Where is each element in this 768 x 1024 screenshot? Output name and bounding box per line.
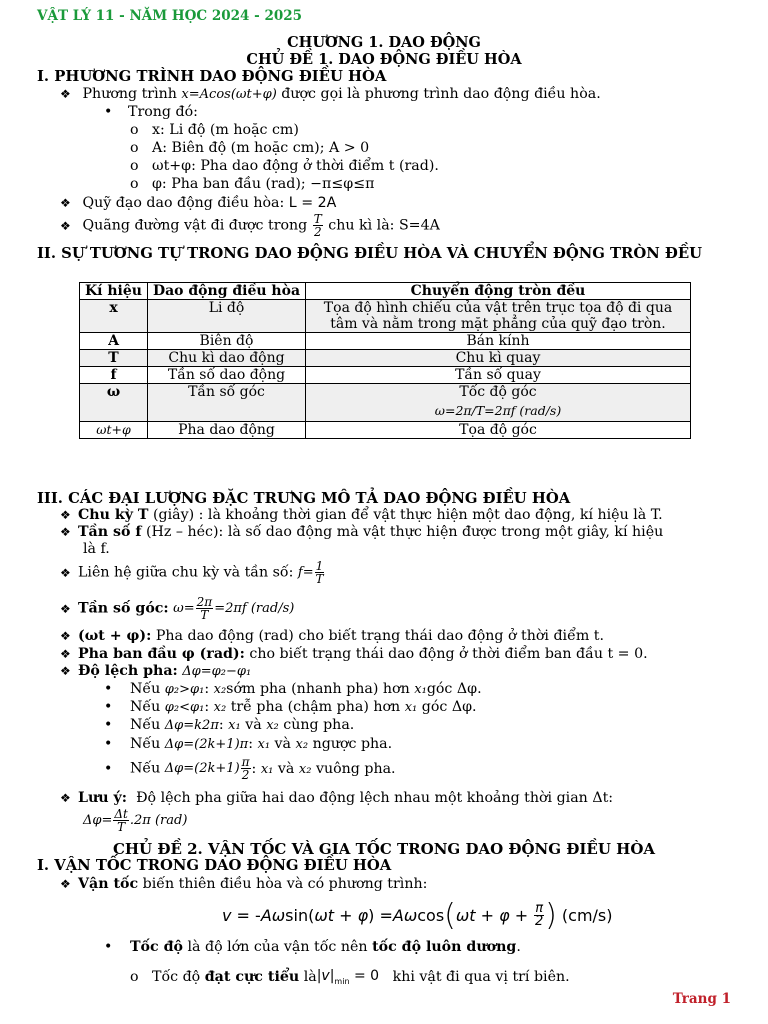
velocity-line: ❖ Vận tốc biến thiên điều hòa và có phương trình: <box>60 876 428 892</box>
section-2-heading: II. SỰ TƯƠNG TỰ TRONG DAO ĐỘNG ĐIỀU HÒA VÀ CHUYỂN ĐỘNG TRÒN ĐỀU <box>37 245 703 262</box>
min-speed-line: o Tốc độ đạt cực tiểu $là|v|_{min} = 0$ khi vật đi qua vị trí biên. <box>130 968 570 986</box>
frequency-line: ❖ Tần số f (Hz – héc): là số dao động mà vật thực hiện được trong một giây, kí hiệu <box>60 524 664 540</box>
angular-frequency-line: ❖ Tần số góc: ω= $\frac{2\pi}{T}$ =2πf (rad/s) <box>60 595 295 622</box>
initial-phase-line: ❖ Pha ban đầu φ (rad): cho biết trạng thái dao động ở thời điểm ban đầu t = 0. <box>60 646 648 662</box>
case-item: • Nếu φ₂>φ₁: x₂sớm pha (nhanh pha) hơn x₁góc Δφ. <box>104 681 482 697</box>
diamond-bullet-icon: ❖ <box>60 218 71 233</box>
diamond-bullet-icon: ❖ <box>60 196 71 210</box>
frequency-line-cont: là f. <box>83 541 110 557</box>
table-header-row: Kí hiệu Dao động điều hòa Chuyển động tròn đều <box>80 283 691 300</box>
comparison-table <box>79 282 691 439</box>
section-4-heading: I. VẬN TỐC TRONG DAO ĐỘNG ĐIỀU HÒA <box>37 857 392 874</box>
chapter-title: CHƯƠNG 1. DAO ĐỘNG <box>287 34 481 51</box>
term-item: o ωt+φ: Pha dao động ở thời điểm t (rad). <box>130 158 439 174</box>
table-row: A Biên độ Bán kính <box>80 333 691 350</box>
phase-line: ❖ (ωt + φ): Pha dao động (rad) cho biết trạng thái dao động ở thời điểm t. <box>60 628 604 644</box>
bullet-icon: • <box>104 104 113 120</box>
note-line: ❖ Lưu ý: Độ lệch pha giữa hai dao động lệch nhau một khoảng thời gian Δt: <box>60 790 614 806</box>
equation-formula: x=Acos(ωt+φ) <box>181 87 277 102</box>
speed-line: • Tốc độ là độ lớn của vận tốc nên tốc độ luôn dương. <box>104 939 521 955</box>
equation-line: ❖ Phương trình x=Acos(ωt+φ) được gọi là phương trình dao động điều hòa. <box>60 86 601 102</box>
distance-line: ❖ Quãng đường vật đi được trong $\frac{T}{2}$ chu kì là: S=4A <box>60 212 440 239</box>
period-line: ❖ Chu kỳ T (giây) : là khoảng thời gian để vật thực hiện một dao động, kí hiệu là T. <box>60 507 663 523</box>
phase-difference-line: ❖ Độ lệch pha: Δφ=φ₂−φ₁ <box>60 663 252 679</box>
section-3-heading: III. CÁC ĐẠI LƯỢNG ĐẶC TRƯNG MÔ TẢ DAO ĐỘNG ĐIỀU HÒA <box>37 490 571 507</box>
table-row: ωt+φ Pha dao động Tọa độ góc <box>80 422 691 439</box>
case-item: • Nếu Δφ=k2π: x₁ và x₂ cùng pha. <box>104 717 355 733</box>
velocity-equation: v = -Aωsin(ωt + φ) =Aωcos(ωt + φ + $\frac{\pi}{2}$ ) (cm/s) <box>222 898 613 933</box>
note-formula: Δφ= $\frac{\Delta t}{T}$ .2π (rad) <box>83 807 188 834</box>
case-item: • Nếu Δφ=(2k+1)π: x₁ và x₂ ngược pha. <box>104 736 393 752</box>
topic-2-title: CHỦ ĐỀ 2. VẬN TỐC VÀ GIA TỐC TRONG DAO ĐỘNG ĐIỀU HÒA <box>112 840 656 858</box>
table-row: ω Tần số góc Tốc độ góc ω=2π/T=2πf (rad/s) <box>80 384 691 422</box>
term-item: o φ: Pha ban đầu (rad); −π≤φ≤π <box>130 176 375 192</box>
topic-1-title: CHỦ ĐỀ 1. DAO ĐỘNG ĐIỀU HÒA <box>246 51 522 68</box>
document-header: VẬT LÝ 11 - NĂM HỌC 2024 - 2025 <box>37 8 303 24</box>
trajectory-line: ❖ Quỹ đạo dao động điều hòa: L = 2A <box>60 195 337 211</box>
relation-line: ❖ Liên hệ giữa chu kỳ và tần số: f= $\frac{1}{T}$ <box>60 559 324 586</box>
table-row: x Li độ Tọa độ hình chiếu của vật trên trục tọa độ đi qua tâm và nằm trong mặt phẳng của quỹ đạo tròn. <box>80 300 691 333</box>
where-label: • Trong đó: <box>104 104 198 120</box>
term-item: o x: Li độ (m hoặc cm) <box>130 122 299 138</box>
term-item: o A: Biên độ (m hoặc cm); A > 0 <box>130 140 370 156</box>
diamond-bullet-icon: ❖ <box>60 87 71 101</box>
table-row: T Chu kì dao động Chu kì quay <box>80 350 691 367</box>
table-row: f Tần số dao động Tần số quay <box>80 367 691 384</box>
page-number: Trang 1 <box>672 991 731 1007</box>
section-1-heading: I. PHƯƠNG TRÌNH DAO ĐỘNG ĐIỀU HÒA <box>37 68 387 85</box>
case-item: • Nếu Δφ=(2k+1) $\frac{\pi}{2}$ : x₁ và x₂ vuông pha. <box>104 755 396 782</box>
case-item: • Nếu φ₂<φ₁: x₂ trễ pha (chậm pha) hơn x₁ góc Δφ. <box>104 699 477 715</box>
